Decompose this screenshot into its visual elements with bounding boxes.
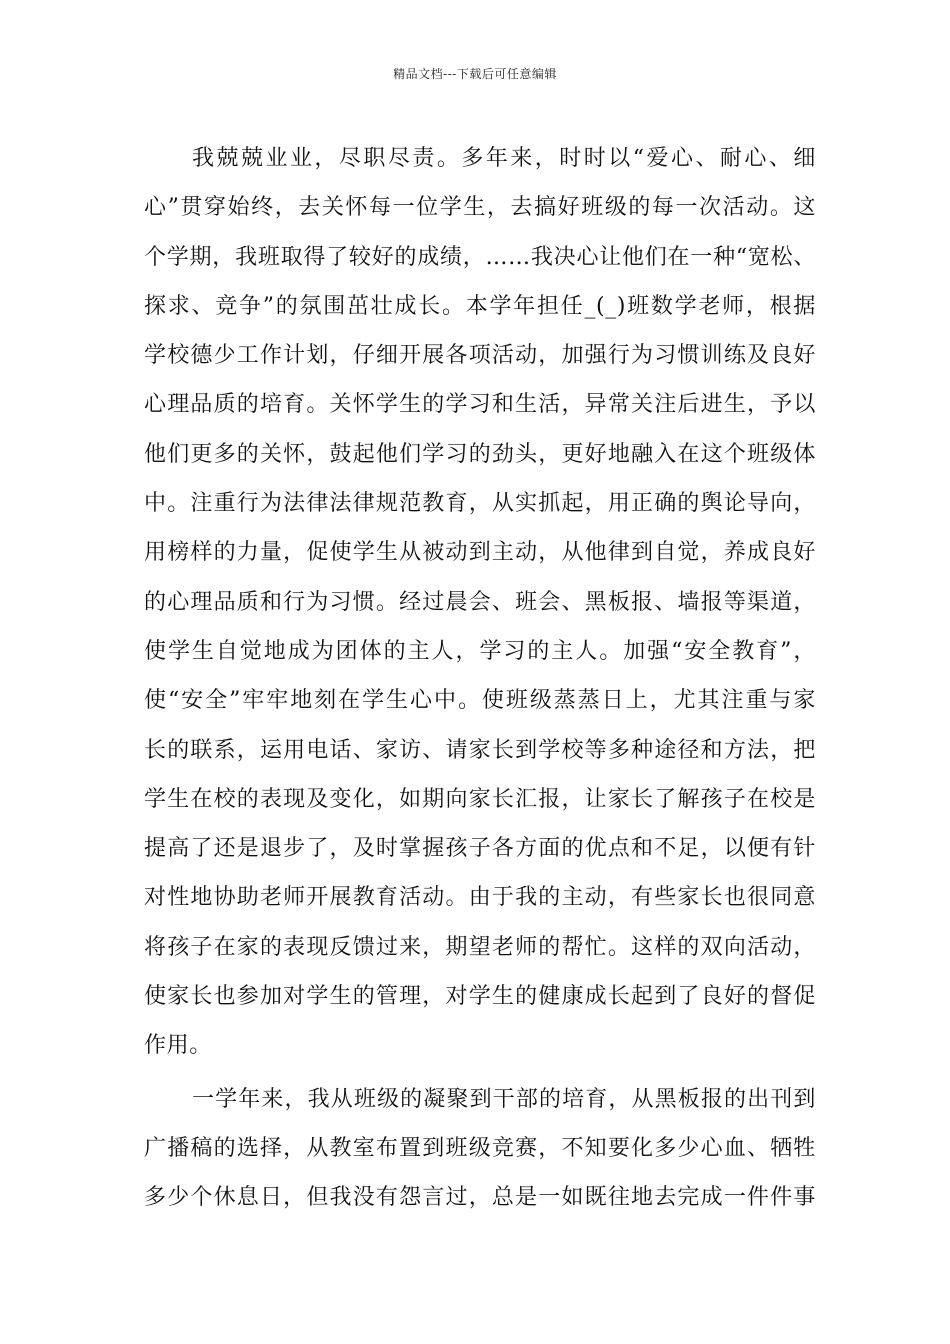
paragraph-line: 心”贯穿始终，去关怀每一位学生，去搞好班级的每一次活动。这 — [144, 195, 816, 221]
paragraph-line: 学生在校的表现及变化，如期向家长汇报，让家长了解孩子在校是 — [144, 786, 816, 812]
paragraph-line: 提高了还是退步了，及时掌握孩子各方面的优点和不足，以便有针 — [144, 836, 816, 862]
paragraph-line: 对性地协助老师开展教育活动。由于我的主动，有些家长也很同意 — [144, 885, 816, 911]
paragraph-line: 广播稿的选择，从教室布置到班级竞赛，不知要化多少心血、牺牲 — [144, 1135, 816, 1161]
paragraph-line: 个学期，我班取得了较好的成绩，……我决心让他们在一种“宽松、 — [144, 244, 816, 270]
paragraph-line: 探求、竞争”的氛围茁壮成长。本学年担任_(_)班数学老师，根据 — [144, 293, 816, 319]
document-body — [144, 134, 816, 1223]
paragraph-line: 心理品质的培育。关怀学生的学习和生活，异常关注后进生，予以 — [144, 392, 816, 418]
paragraph-line: 一学年来，我从班级的凝聚到干部的培育，从黑板报的出刊到 — [192, 1086, 816, 1112]
paragraph-line: 中。注重行为法律法律规范教育，从实抓起，用正确的舆论导向， — [144, 491, 816, 517]
paragraph-line: 学校德少工作计划，仔细开展各项活动，加强行为习惯训练及良好 — [144, 343, 816, 369]
paragraph-line: 使家长也参加对学生的管理，对学生的健康成长起到了良好的督促 — [144, 984, 816, 1010]
paragraph-line: 用榜样的力量，促使学生从被动到主动，从他律到自觉，养成良好 — [144, 540, 816, 566]
paragraph-line: 我兢兢业业，尽职尽责。多年来，时时以“爱心、耐心、细 — [192, 146, 816, 171]
paragraph-line: 多少个休息日，但我没有怨言过，总是一如既往地去完成一件件事 — [144, 1185, 816, 1211]
paragraph-line: 使学生自觉地成为团体的主人，学习的主人。加强“安全教育”， — [144, 638, 816, 664]
paragraph-1 — [144, 134, 816, 1071]
paragraph-line: 长的联系，运用电话、家访、请家长到学校等多种途径和方法，把 — [144, 737, 816, 763]
paragraph-line: 使“安全”牢牢地刻在学生心中。使班级蒸蒸日上，尤其注重与家 — [144, 688, 816, 714]
page-header: 精品文档---下载后可任意编辑 — [393, 67, 557, 81]
paragraph-line: 作用。 — [144, 1033, 212, 1059]
paragraph-line: 他们更多的关怀，鼓起他们学习的劲头，更好地融入在这个班级体 — [144, 441, 816, 467]
paragraph-line: 的心理品质和行为习惯。经过晨会、班会、黑板报、墙报等渠道， — [144, 589, 816, 615]
paragraph-line: 将孩子在家的表现反馈过来，期望老师的帮忙。这样的双向活动， — [144, 934, 816, 960]
paragraph-2 — [144, 1075, 816, 1223]
